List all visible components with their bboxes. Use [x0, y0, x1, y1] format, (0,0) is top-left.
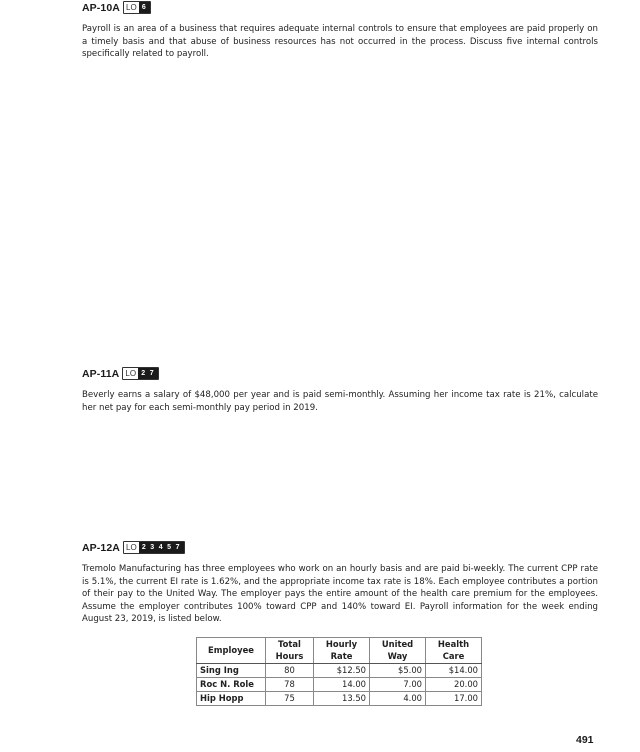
cell-total-hours: 75 [266, 692, 314, 706]
problem-id: AP-11A [82, 367, 120, 380]
problem-heading-ap-10a [82, 1, 151, 14]
problem-text-ap-12a: Tremolo Manufacturing has three employees who work on an hourly basis and are paid bi-weekly. The current CPP rate is 5.1%, the current EI rate is 1.62%, and the appropriate income tax rate is 18%. Each employee contributes a portion of their pay to the United Way. The employer pays the entire amount of the health care premium for the employees. Assume the employer contributes 100% toward CPP and 140% toward EI. Payroll information for the week ending August 23, 2019, is listed below. [82, 564, 598, 625]
problem-heading-ap-12a [82, 541, 185, 554]
cell-total-hours: 78 [266, 678, 314, 692]
lo-label: LO [125, 369, 137, 378]
cell-total-hours: 80 [266, 664, 314, 678]
learning-objective-badge [122, 367, 159, 380]
cell-health-care: 17.00 [426, 692, 482, 706]
cell-employee: Sing Ing [197, 664, 266, 678]
cell-hourly-rate: 13.50 [314, 692, 370, 706]
lo-label: LO [125, 543, 137, 552]
lo-numbers: 2 3 4 5 7 [139, 542, 184, 553]
lo-label: LO [125, 3, 137, 12]
cell-united-way: 7.00 [370, 678, 426, 692]
cell-united-way: $5.00 [370, 664, 426, 678]
cell-hourly-rate: $12.50 [314, 664, 370, 678]
cell-health-care: $14.00 [426, 664, 482, 678]
problem-heading-ap-11a [82, 367, 159, 380]
header-employee: Employee [197, 638, 266, 664]
table-row [197, 664, 482, 678]
header-united-way: United Way [370, 638, 426, 664]
cell-united-way: 4.00 [370, 692, 426, 706]
lo-numbers: 6 [139, 2, 150, 13]
cell-health-care: 20.00 [426, 678, 482, 692]
learning-objective-badge [123, 541, 185, 554]
table-header-row [197, 638, 482, 664]
learning-objective-badge [123, 1, 151, 14]
page-number: 491 [576, 734, 594, 746]
cell-employee: Roc N. Role [197, 678, 266, 692]
problem-id: AP-10A [82, 1, 120, 14]
table-row [197, 678, 482, 692]
problem-text-ap-11a: Beverly earns a salary of $48,000 per year and is paid semi-monthly. Assuming her income tax rate is 21%, calculate her net pay for each semi-monthly pay period in 2019. [82, 390, 598, 413]
header-hourly-rate: Hourly Rate [314, 638, 370, 664]
problem-id: AP-12A [82, 541, 120, 554]
lo-numbers: 2 7 [138, 368, 158, 379]
header-total-hours: Total Hours [266, 638, 314, 664]
table-row [197, 692, 482, 706]
cell-hourly-rate: 14.00 [314, 678, 370, 692]
cell-employee: Hip Hopp [197, 692, 266, 706]
payroll-info-table [196, 637, 482, 706]
header-health-care: Health Care [426, 638, 482, 664]
problem-text-ap-10a: Payroll is an area of a business that requires adequate internal controls to ensure that employees are paid properly on a timely basis and that abuse of business resources has not occurred in the process. Discuss five internal controls specifically related to payroll. [82, 24, 598, 60]
